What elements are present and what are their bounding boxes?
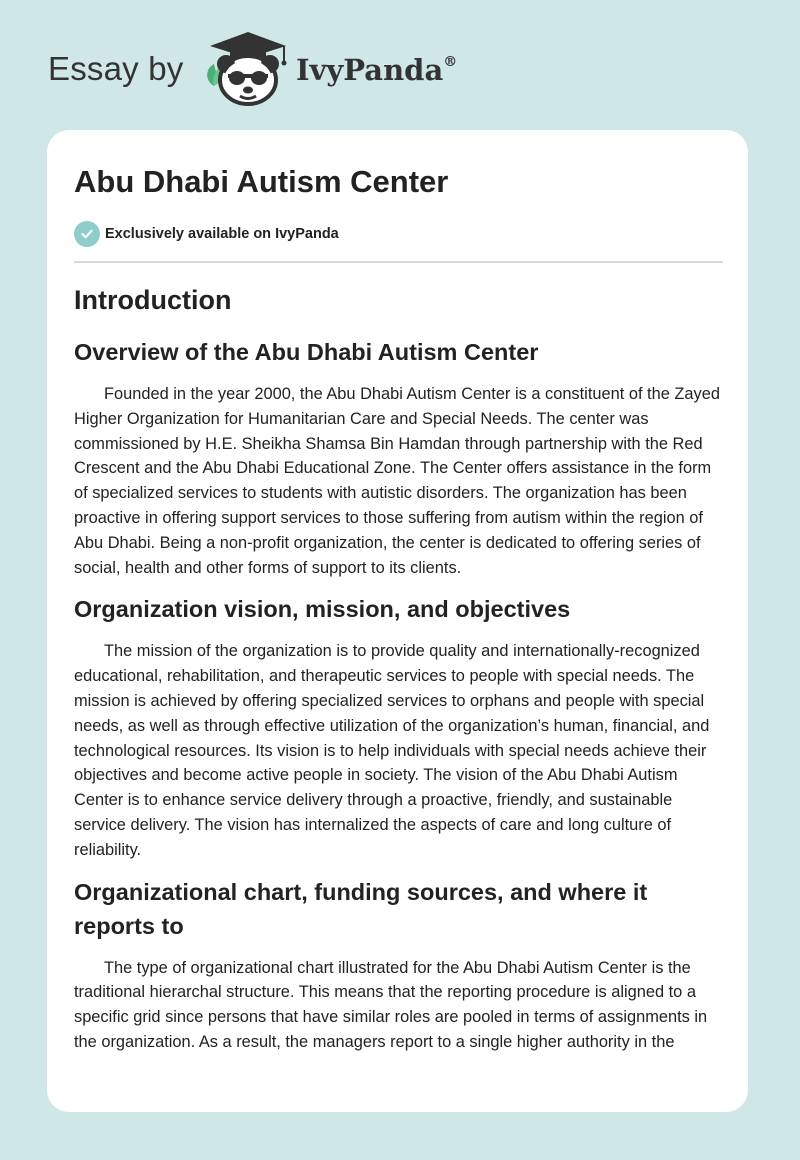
essay-card [47, 130, 748, 1112]
site-header [0, 0, 800, 130]
page-title: Abu Dhabi Autism Center [74, 164, 449, 199]
section-heading-introduction: Introduction [74, 285, 232, 315]
registered-mark: ® [443, 54, 458, 70]
exclusive-badge-label: Exclusively available on IvyPanda [105, 226, 339, 242]
paragraph-overview: Founded in the year 2000, the Abu Dhabi Autism Center is a constituent of the Zayed Higher Organization for Humanitarian Care and Special Needs. The center was commissioned by H.E. Sheikha Shamsa Bin Hamdan through partnership with the Red Crescent and the Abu Dhabi Educational Zone. The Center offers assistance in the form of specialized services to students with autistic disorders. The organization has been proactive in offering support services to those suffering from autism within the region of Abu Dhabi. Being a non-profit organization, the center is dedicated to offering series of social, health and other forms of support to its clients. [74, 385, 720, 577]
paragraph-org-chart: The type of organizational chart illustrated for the Abu Dhabi Autism Center is the traditional hierarchal structure. This means that the reporting procedure is aligned to a specific grid since persons that have similar roles are pooled in terms of assignments in the organization. As a result, the managers report to a single higher authority in the [74, 958, 708, 1051]
essay-content [74, 282, 725, 1067]
panda-graduate-logo-icon[interactable] [200, 30, 292, 110]
brand-name[interactable] [296, 53, 457, 87]
check-circle-icon [74, 221, 100, 247]
paragraph-vision-mission: The mission of the organization is to provide quality and internationally-recognized educational, rehabilitation, and therapeutic services to people with special needs. The mission is achieved by offering specialized services to orphans and people with special needs, as well as through effective utilization of the organization’s human, financial, and technological resources. Its vision is to help individuals with special needs achieve their objectives and become active people in society. The vision of the Abu Dhabi Autism Center is to enhance service delivery through a proactive, friendly, and sustainable service delivery. The vision has internalized the aspects of care and long culture of reliability. [74, 642, 710, 859]
title-divider [74, 261, 723, 263]
section-heading-org-chart: Organizational chart, funding sources, and where it reports to [74, 878, 648, 939]
section-heading-vision-mission: Organization vision, mission, and objectives [74, 596, 571, 623]
brand-name-text: IvyPanda [296, 53, 444, 87]
brand-prefix: Essay by [48, 50, 184, 87]
section-heading-overview: Overview of the Abu Dhabi Autism Center [74, 339, 539, 365]
exclusive-badge [74, 221, 339, 247]
